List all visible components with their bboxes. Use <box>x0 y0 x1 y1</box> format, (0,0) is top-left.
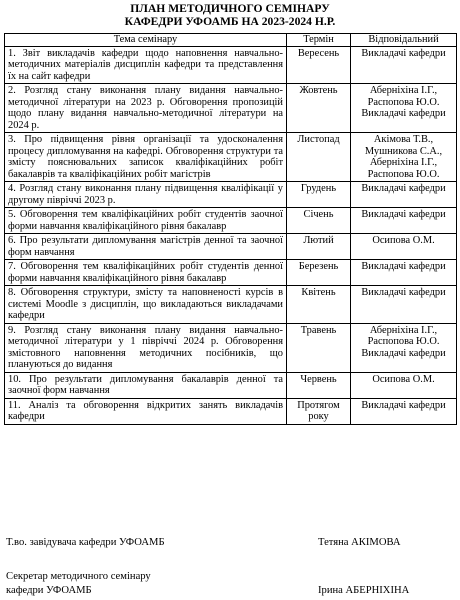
table-row <box>5 286 457 324</box>
row-term: Жовтень <box>287 84 351 133</box>
row-term: Квітень <box>287 286 351 324</box>
row-responsible: Викладачі кафедри <box>351 286 457 324</box>
head-of-department-role: Т.во. завідувача кафедри УФОАМБ <box>6 537 165 548</box>
table-row <box>5 323 457 372</box>
table-row <box>5 84 457 133</box>
row-responsible: Аберніхіна І.Г., Распопова Ю.О. Викладачі кафедри <box>351 84 457 133</box>
row-responsible: Осипова О.М. <box>351 372 457 398</box>
table-row <box>5 182 457 208</box>
row-topic: 9. Розгляд стану виконання плану видання навчально-методичної літератури у 1 півріччі 2024 р. Обговорення змістовного наповнення методичних посібників, що плануються до видання <box>5 323 287 372</box>
row-topic: 5. Обговорення тем кваліфікаційних робіт студентів заочної форми навчання кваліфікаційного рівня бакалавр <box>5 208 287 234</box>
row-responsible: Викладачі кафедри <box>351 208 457 234</box>
table-header-row <box>5 34 457 47</box>
row-term: Вересень <box>287 46 351 84</box>
row-term: Листопад <box>287 133 351 182</box>
row-term: Протягом року <box>287 398 351 424</box>
row-term: Грудень <box>287 182 351 208</box>
column-header-responsible: Відповідальний <box>351 34 457 47</box>
seminar-plan-table <box>4 33 457 425</box>
row-term: Січень <box>287 208 351 234</box>
row-term: Червень <box>287 372 351 398</box>
column-header-term: Термін <box>287 34 351 47</box>
row-topic: 2. Розгляд стану виконання плану видання навчально-методичної літератури на 2023 р. Обговорення пропозицій щодо плану видання навчально-методичної літератури на 2024 р. <box>5 84 287 133</box>
row-term: Березень <box>287 260 351 286</box>
document-title-line-2: КАФЕДРИ УФОАМБ НА 2023-2024 Н.Р. <box>124 15 336 28</box>
secretary-role-line-1: Секретар методичного семінару <box>6 571 151 582</box>
row-responsible: Акімова Т.В., Мушникова С.А., Аберніхіна І.Г., Распопова Ю.О. <box>351 133 457 182</box>
row-responsible: Аберніхіна І.Г., Распопова Ю.О. Викладачі кафедри <box>351 323 457 372</box>
secretary-role-line-2: кафедри УФОАМБ <box>6 585 92 596</box>
row-topic: 10. Про результати дипломування бакалаврів денної та заочної форм навчання <box>5 372 287 398</box>
row-responsible: Викладачі кафедри <box>351 46 457 84</box>
row-term: Травень <box>287 323 351 372</box>
row-responsible: Викладачі кафедри <box>351 398 457 424</box>
table-row <box>5 234 457 260</box>
row-term: Лютий <box>287 234 351 260</box>
column-header-topic: Тема семінару <box>5 34 287 47</box>
table-row <box>5 46 457 84</box>
row-responsible: Осипова О.М. <box>351 234 457 260</box>
table-row <box>5 398 457 424</box>
table-row <box>5 372 457 398</box>
table-row <box>5 208 457 234</box>
row-topic: 4. Розгляд стану виконання плану підвищення кваліфікації у другому півріччі 2023 р. <box>5 182 287 208</box>
head-of-department-name: Тетяна АКІМОВА <box>318 537 401 548</box>
table-row <box>5 133 457 182</box>
row-responsible: Викладачі кафедри <box>351 182 457 208</box>
row-topic: 3. Про підвищення рівня організації та удосконалення процесу дипломування на кафедрі. Обговорення структури та змісту пояснювальних записок кваліфікаційних робіт бакалаврів та кваліфікаційних робіт магістрів <box>5 133 287 182</box>
row-topic: 6. Про результати дипломування магістрів денної та заочної форм навчання <box>5 234 287 260</box>
row-topic: 11. Аналіз та обговорення відкритих занять викладачів кафедри <box>5 398 287 424</box>
row-topic: 1. Звіт викладачів кафедри щодо наповнення навчально-методичних матеріалів дисциплін кафедри та представлення їх на сайт кафедри <box>5 46 287 84</box>
row-responsible: Викладачі кафедри <box>351 260 457 286</box>
row-topic: 8. Обговорення структури, змісту та наповненості курсів в системі Moodle з дисциплін, що викладаються викладачами кафедри <box>5 286 287 324</box>
secretary-name: Ірина АБЕРНІХІНА <box>318 585 410 596</box>
document-title-line-1: ПЛАН МЕТОДИЧНОГО СЕМІНАРУ <box>130 2 330 15</box>
row-topic: 7. Обговорення тем кваліфікаційних робіт студентів денної форми навчання кваліфікаційного рівня бакалавр <box>5 260 287 286</box>
table-row <box>5 260 457 286</box>
